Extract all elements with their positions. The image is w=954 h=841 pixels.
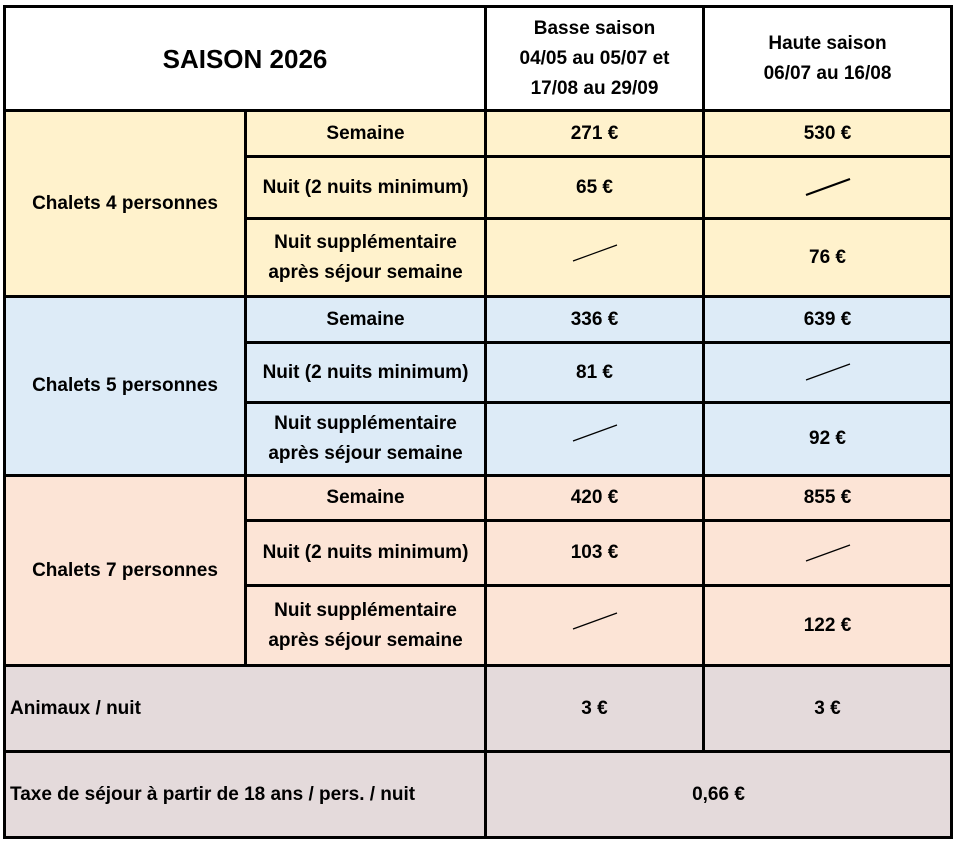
chalet-4-extra-high: 76 € [704, 219, 952, 297]
chalet-7-week-row [5, 476, 952, 521]
chalet-7-week-high: 855 € [704, 476, 952, 521]
not-applicable-slash-icon [571, 242, 619, 264]
not-applicable-slash-icon [804, 176, 852, 198]
not-applicable-slash-icon [804, 542, 852, 564]
row-label-week: Semaine [246, 297, 486, 343]
chalet-5-extra-low-na [486, 403, 704, 476]
row-label-extra-night: Nuit supplémentaire après séjour semaine [246, 586, 486, 666]
chalet-7-week-low: 420 € [486, 476, 704, 521]
pricing-table [3, 5, 953, 839]
chalet-5-night-high-na [704, 343, 952, 403]
season-title: SAISON 2026 [5, 7, 486, 111]
chalet-4-night-low: 65 € [486, 157, 704, 219]
tax-label: Taxe de séjour à partir de 18 ans / pers. / nuit [5, 752, 486, 838]
high-season-header [704, 7, 952, 111]
chalet-4-night-high-na [704, 157, 952, 219]
low-season-header [486, 7, 704, 111]
row-label-week: Semaine [246, 111, 486, 157]
low-season-label: Basse saison [533, 17, 656, 39]
chalet-5-extra-high: 92 € [704, 403, 952, 476]
not-applicable-slash-icon [571, 610, 619, 632]
chalet-7-night-low: 103 € [486, 521, 704, 586]
chalet-4-extra-low-na [486, 219, 704, 297]
animals-high: 3 € [704, 666, 952, 752]
chalet-7-extra-low-na [486, 586, 704, 666]
animals-row [5, 666, 952, 752]
row-label-extra-night: Nuit supplémentaire après séjour semaine [246, 403, 486, 476]
high-season-label: Haute saison [768, 32, 887, 54]
animals-label: Animaux / nuit [5, 666, 486, 752]
chalet-4-week-high: 530 € [704, 111, 952, 157]
row-label-night: Nuit (2 nuits minimum) [246, 521, 486, 586]
low-season-dates: 04/05 au 05/07 et 17/08 au 29/09 [519, 47, 670, 99]
header-row [5, 7, 952, 111]
row-label-night: Nuit (2 nuits minimum) [246, 343, 486, 403]
chalet-4-name: Chalets 4 personnes [5, 111, 246, 297]
row-label-week: Semaine [246, 476, 486, 521]
row-label-extra-night: Nuit supplémentaire après séjour semaine [246, 219, 486, 297]
chalet-5-week-row [5, 297, 952, 343]
chalet-4-week-low: 271 € [486, 111, 704, 157]
chalet-7-name: Chalets 7 personnes [5, 476, 246, 666]
chalet-5-night-low: 81 € [486, 343, 704, 403]
tax-value: 0,66 € [486, 752, 952, 838]
animals-low: 3 € [486, 666, 704, 752]
chalet-7-extra-high: 122 € [704, 586, 952, 666]
chalet-7-night-high-na [704, 521, 952, 586]
not-applicable-slash-icon [571, 422, 619, 444]
high-season-dates: 06/07 au 16/08 [763, 62, 892, 84]
chalet-5-week-low: 336 € [486, 297, 704, 343]
chalet-4-week-row [5, 111, 952, 157]
chalet-5-week-high: 639 € [704, 297, 952, 343]
tax-row [5, 752, 952, 838]
not-applicable-slash-icon [804, 361, 852, 383]
chalet-5-name: Chalets 5 personnes [5, 297, 246, 476]
row-label-night: Nuit (2 nuits minimum) [246, 157, 486, 219]
